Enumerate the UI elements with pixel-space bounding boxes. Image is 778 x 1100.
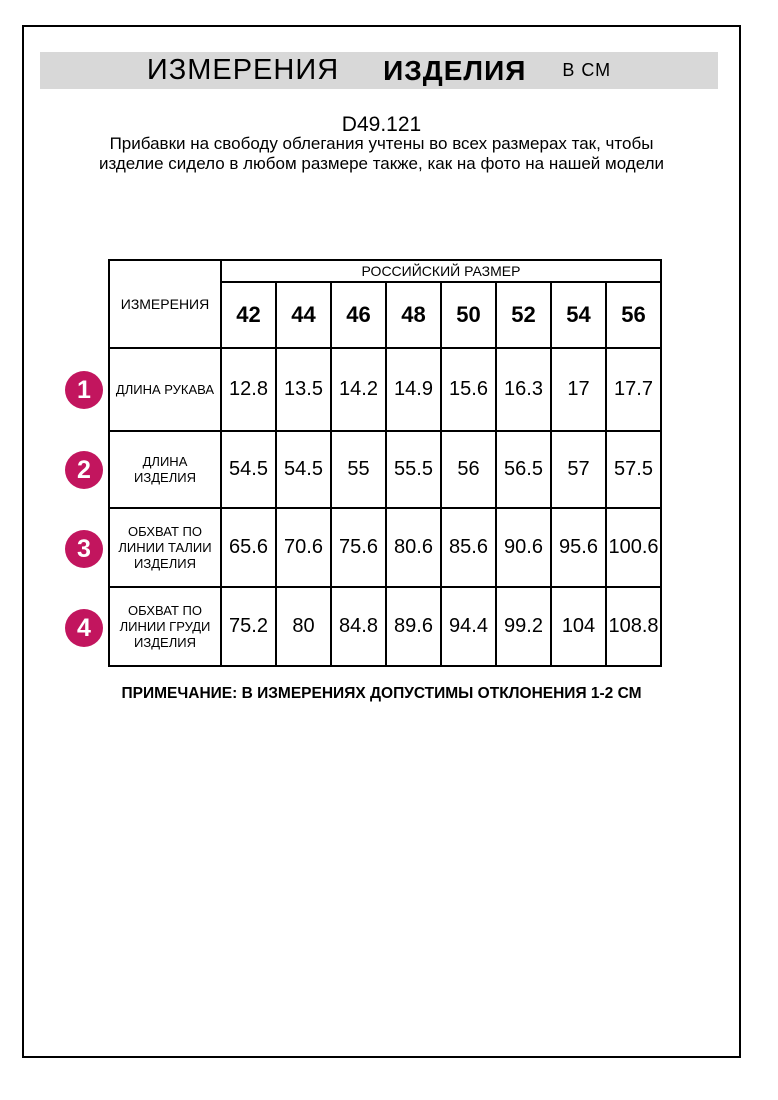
page-frame [22,25,741,1058]
value-cell: 94.4 [441,587,496,666]
value-cell: 56.5 [496,431,551,508]
value-cell: 104 [551,587,606,666]
row-label-cell: ОБХВАТ ПО ЛИНИИ ГРУДИ ИЗДЕЛИЯ [109,587,221,666]
value-cell: 57.5 [606,431,661,508]
note-text: ПРИМЕЧАНИЕ: В ИЗМЕРЕНИЯХ ДОПУСТИМЫ ОТКЛОНЕНИЯ 1-2 СМ [121,685,642,702]
table-row-chest-girth [109,587,661,666]
value-cell: 57 [551,431,606,508]
size-group-header-cell: РОССИЙСКИЙ РАЗМЕР [221,260,661,282]
size-header-cell: 52 [496,282,551,348]
value-cell: 55 [331,431,386,508]
row-number-badge-3: 3 [65,530,103,568]
size-header-cell: 54 [551,282,606,348]
value-cell: 54.5 [221,431,276,508]
style-code: D49.121 [341,113,422,136]
value-cell: 100.6 [606,508,661,587]
row-number-badge-2: 2 [65,451,103,489]
value-cell: 75.2 [221,587,276,666]
row-label-cell: ДЛИНА РУКАВА [109,348,221,431]
value-cell: 56 [441,431,496,508]
size-header-cell: 44 [276,282,331,348]
row-label-cell: ДЛИНА ИЗДЕЛИЯ [109,431,221,508]
value-cell: 14.2 [331,348,386,431]
row-label-cell: ОБХВАТ ПО ЛИНИИ ТАЛИИ ИЗДЕЛИЯ [109,508,221,587]
page-title-product: ИЗДЕЛИЯ [383,54,527,86]
row-number-badge-4: 4 [65,609,103,647]
value-cell: 54.5 [276,431,331,508]
size-header-cell: 42 [221,282,276,348]
table-row-item-length [109,431,661,508]
intro-text: Прибавки на свободу облегания учтены во всех размерах так, чтобы изделие сидело в любом размере также, как на фото на нашей модели [98,134,665,173]
row-number-badge-1: 1 [65,371,103,409]
title-band [40,52,718,89]
value-cell: 75.6 [331,508,386,587]
value-cell: 99.2 [496,587,551,666]
size-header-cell: 56 [606,282,661,348]
value-cell: 85.6 [441,508,496,587]
value-cell: 90.6 [496,508,551,587]
value-cell: 95.6 [551,508,606,587]
page-title-units: В СМ [562,60,612,80]
size-table-zone [24,259,739,667]
value-cell: 65.6 [221,508,276,587]
value-cell: 13.5 [276,348,331,431]
value-cell: 84.8 [331,587,386,666]
value-cell: 16.3 [496,348,551,431]
size-table [108,259,662,667]
value-cell: 14.9 [386,348,441,431]
page-title-measurements: ИЗМЕРЕНИЯ [146,54,340,86]
size-header-cell: 46 [331,282,386,348]
value-cell: 12.8 [221,348,276,431]
value-cell: 70.6 [276,508,331,587]
value-cell: 55.5 [386,431,441,508]
value-cell: 80 [276,587,331,666]
table-row-sleeve-length [109,348,661,431]
size-header-cell: 48 [386,282,441,348]
value-cell: 80.6 [386,508,441,587]
value-cell: 17 [551,348,606,431]
value-cell: 17.7 [606,348,661,431]
table-row-waist-girth [109,508,661,587]
measurements-header-cell: ИЗМЕРЕНИЯ [109,260,221,348]
size-header-cell: 50 [441,282,496,348]
value-cell: 89.6 [386,587,441,666]
value-cell: 108.8 [606,587,661,666]
value-cell: 15.6 [441,348,496,431]
